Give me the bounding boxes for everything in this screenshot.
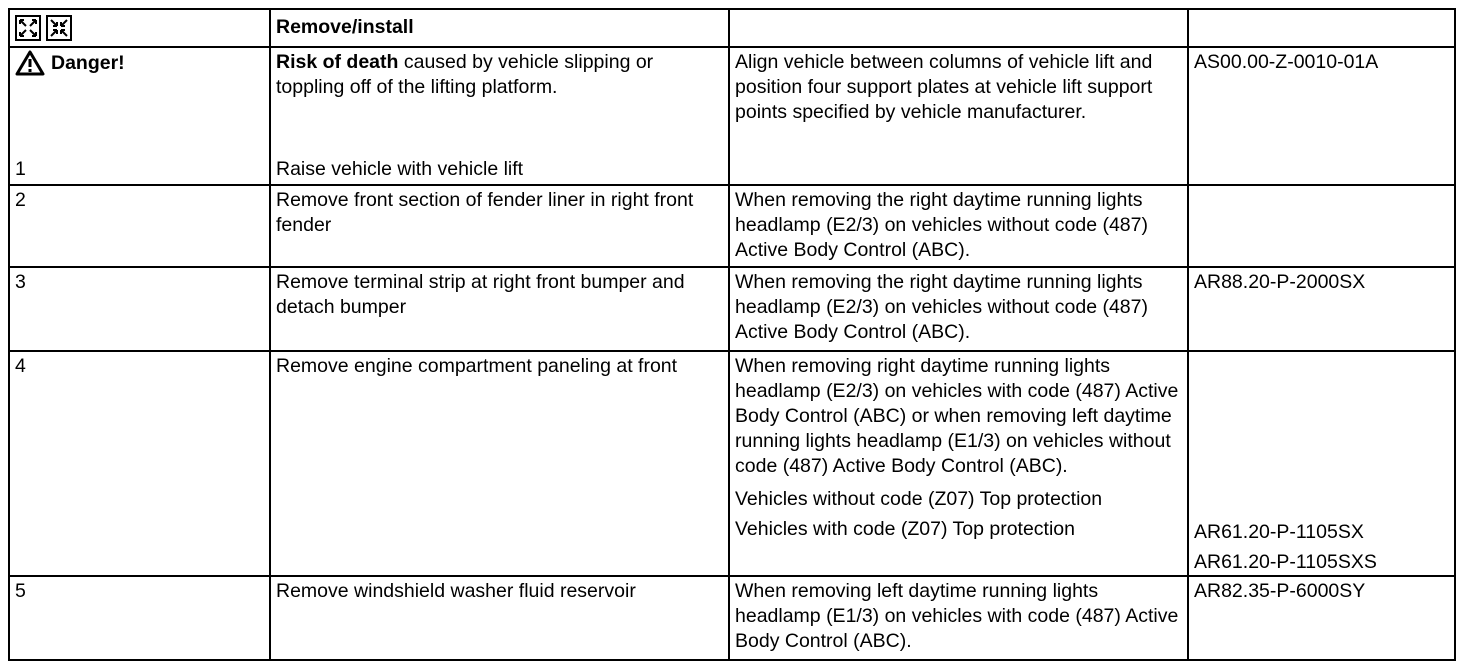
step-action: Remove terminal strip at right front bumper and detach bumper: [270, 267, 729, 351]
step-ref-link[interactable]: AR88.20-P-2000SX: [1188, 267, 1455, 351]
step-number: 2: [9, 185, 270, 267]
danger-action-cell: [270, 47, 729, 185]
procedure-table: [8, 8, 1456, 661]
risk-statement: [276, 50, 724, 100]
step-action: Remove front section of fender liner in right front fender: [270, 185, 729, 267]
collapse-all-icon[interactable]: [46, 15, 72, 41]
step-action: Remove engine compartment paneling at front: [270, 351, 729, 576]
header-title: Remove/install: [270, 9, 729, 47]
step-note: When removing the right daytime running lights headlamp (E2/3) on vehicles without code (487) Active Body Control (ABC).: [729, 267, 1188, 351]
danger-ref-link[interactable]: AS00.00-Z-0010-01A: [1188, 47, 1455, 185]
sub-condition: Vehicles without code (Z07) Top protection: [735, 488, 1103, 510]
header-empty-cell-ref: [1188, 9, 1455, 47]
risk-bold: Risk of death: [276, 51, 399, 73]
step-ref-link[interactable]: AR82.35-P-6000SY: [1188, 576, 1455, 660]
danger-label: [15, 50, 265, 76]
sub-ref-link[interactable]: AR61.20-P-1105SX: [1194, 521, 1364, 543]
danger-row: [9, 47, 1455, 185]
expand-all-icon[interactable]: [15, 15, 41, 41]
step-ref-cell: [1188, 351, 1455, 576]
step-row: [9, 267, 1455, 351]
step-number: 4: [9, 351, 270, 576]
step-note: When removing right daytime running lights headlamp (E2/3) on vehicles with code (487) Active Body Control (ABC) or when removing left daytime running lights headlamp (E1/3) on vehicles without code (487) Active Body Control (ABC).: [735, 355, 1179, 477]
danger-cell: [9, 47, 270, 185]
step-number: 5: [9, 576, 270, 660]
warning-triangle-icon: [15, 50, 45, 76]
step-action: Raise vehicle with vehicle lift: [276, 158, 524, 180]
step-note: When removing the right daytime running lights headlamp (E2/3) on vehicles without code (487) Active Body Control (ABC).: [729, 185, 1188, 267]
header-empty-cell: [729, 9, 1188, 47]
step-note: When removing left daytime running lights headlamp (E1/3) on vehicles with code (487) Active Body Control (ABC).: [729, 576, 1188, 660]
step-row: [9, 185, 1455, 267]
danger-text: Danger!: [51, 51, 125, 74]
header-icons-cell: [9, 9, 270, 47]
step-row: [9, 576, 1455, 660]
step-row: [9, 351, 1455, 576]
step-note-cell: [729, 351, 1188, 576]
step-action: Remove windshield washer fluid reservoir: [270, 576, 729, 660]
danger-note: Align vehicle between columns of vehicle lift and position four support plates at vehicle lift support points specified by vehicle manufacturer.: [729, 47, 1188, 185]
sub-condition: Vehicles with code (Z07) Top protection: [735, 518, 1075, 540]
sub-ref-link[interactable]: AR61.20-P-1105SXS: [1194, 551, 1377, 573]
step-ref-link[interactable]: [1188, 185, 1455, 267]
step-number: 3: [9, 267, 270, 351]
header-row: [9, 9, 1455, 47]
risk-text: caused by vehicle slipping or toppling off of the lifting platform.: [276, 51, 654, 98]
step-number: 1: [15, 158, 26, 180]
